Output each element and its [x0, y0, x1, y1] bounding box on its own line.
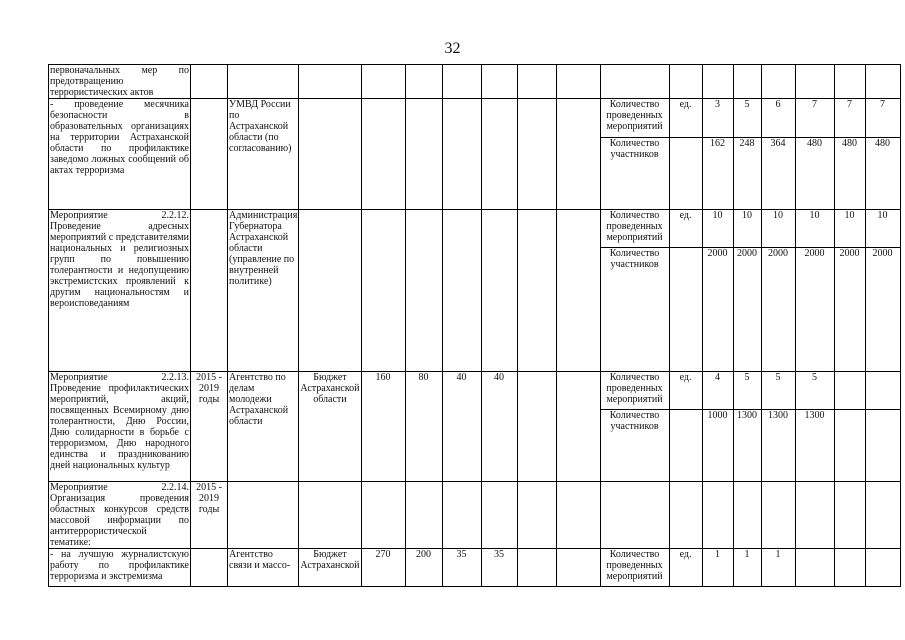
funding-source-cell: Бюджет Астраханской области — [299, 372, 361, 482]
funding-source-cell — [299, 99, 361, 210]
funding-source-cell: Бюджет Астраханской — [299, 549, 361, 587]
executor-cell: Администрация Губернатора Астраханской области (управление по внутренней политике) — [228, 210, 299, 372]
indicator-value: 5 — [761, 372, 795, 410]
funding-amount: 200 — [405, 549, 442, 587]
measure-description: - на лучшую журналистскую работу по профилактике терроризма и экстремизма — [49, 549, 191, 587]
indicator-value: 2000 — [834, 248, 865, 372]
indicator-name: Количество проведенных мероприятий — [600, 210, 669, 248]
indicator-value: 10 — [702, 210, 733, 248]
indicator-value: 10 — [761, 210, 795, 248]
period-cell: 2015 - 2019 годы — [191, 482, 228, 549]
measure-description: Мероприятие 2.2.13. Проведение профилактических мероприятий, акций, посвященных Всемирному дню толерантности, Дню России, Дню солидарности в борьбе с терроризмом, Дню народного единства и праздникованию дней национальных культур — [49, 372, 191, 482]
indicator-value: 4 — [702, 372, 733, 410]
funding-source-cell — [299, 210, 361, 372]
unit-cell — [669, 248, 702, 372]
indicator-value: 2000 — [865, 248, 900, 372]
indicator-value: 1 — [702, 549, 733, 587]
unit-cell: ед. — [669, 99, 702, 138]
period-cell — [191, 99, 228, 210]
indicator-name: Количество проведенных мероприятий — [600, 99, 669, 138]
table-row — [49, 549, 901, 587]
indicator-value: 5 — [733, 372, 761, 410]
indicator-name: Количество проведенных мероприятий — [600, 549, 669, 587]
indicator-value: 6 — [761, 99, 795, 138]
indicator-value: 2000 — [733, 248, 761, 372]
funding-amount: 35 — [442, 549, 481, 587]
unit-cell — [669, 138, 702, 210]
indicator-value: 3 — [702, 99, 733, 138]
indicator-value: 480 — [834, 138, 865, 210]
indicator-value: 364 — [761, 138, 795, 210]
executor-cell: Агентство связи и массо- — [228, 549, 299, 587]
indicator-value: 10 — [733, 210, 761, 248]
indicator-value: 162 — [702, 138, 733, 210]
indicator-value: 1300 — [733, 410, 761, 482]
indicator-value: 10 — [795, 210, 834, 248]
page-number: 32 — [444, 40, 461, 57]
measure-description: Мероприятие 2.2.14. Организация проведения областных конкурсов средств массовой информации по антитеррористической тематике: — [50, 482, 189, 548]
table-row — [49, 210, 901, 248]
indicator-value: 1000 — [702, 410, 733, 482]
indicator-value: 7 — [834, 99, 865, 138]
indicator-value: 10 — [834, 210, 865, 248]
indicator-value: 7 — [795, 99, 834, 138]
measure-description: - проведение месячника безопасности в образовательных организациях на территории Астраханской области по профилактике заведомо ложных сообщений об актах терроризма — [49, 99, 191, 210]
funding-amount: 160 — [361, 372, 405, 482]
period-cell — [191, 549, 228, 587]
indicator-value: 2000 — [795, 248, 834, 372]
funding-amount: 40 — [481, 372, 517, 482]
executor-cell: УМВД России по Астраханской области (по согласованию) — [228, 99, 299, 210]
indicator-value: 480 — [865, 138, 900, 210]
funding-amount: 40 — [442, 372, 481, 482]
funding-amount: 80 — [405, 372, 442, 482]
unit-cell: ед. — [669, 210, 702, 248]
unit-cell: ед. — [669, 549, 702, 587]
indicator-value: 480 — [795, 138, 834, 210]
period-cell — [191, 210, 228, 372]
table-row — [49, 99, 901, 138]
measure-description: первоначальных мер по предотвращению террористических актов — [50, 65, 189, 98]
indicator-name: Количество участников — [600, 410, 669, 482]
unit-cell — [669, 410, 702, 482]
indicator-value: 1300 — [761, 410, 795, 482]
table-row — [49, 482, 901, 549]
funding-amount: 35 — [481, 549, 517, 587]
indicator-value: 1 — [733, 549, 761, 587]
indicator-name: Количество участников — [600, 138, 669, 210]
table-row — [49, 65, 901, 99]
indicator-value: 10 — [865, 210, 900, 248]
indicator-value: 2000 — [702, 248, 733, 372]
indicator-name: Количество участников — [600, 248, 669, 372]
indicator-value: 5 — [733, 99, 761, 138]
indicator-value: 5 — [795, 372, 834, 410]
indicator-value: 2000 — [761, 248, 795, 372]
indicator-name: Количество проведенных мероприятий — [600, 372, 669, 410]
indicator-value: 1300 — [795, 410, 834, 482]
unit-cell: ед. — [669, 372, 702, 410]
indicator-value: 1 — [761, 549, 795, 587]
table-row — [49, 372, 901, 410]
period-cell: 2015 - 2019 годы — [191, 372, 228, 482]
indicator-value: 7 — [865, 99, 900, 138]
measure-description: Мероприятие 2.2.12. Проведение адресных мероприятий с представителями национальных и религиозных групп по повышению толерантности и недопущению экстремистских проявлений к другим национальностям и вероисповеданиям — [49, 210, 191, 372]
indicator-value: 248 — [733, 138, 761, 210]
funding-amount: 270 — [361, 549, 405, 587]
executor-cell: Агентство по делам молодежи Астраханской области — [228, 372, 299, 482]
program-table — [48, 64, 901, 587]
